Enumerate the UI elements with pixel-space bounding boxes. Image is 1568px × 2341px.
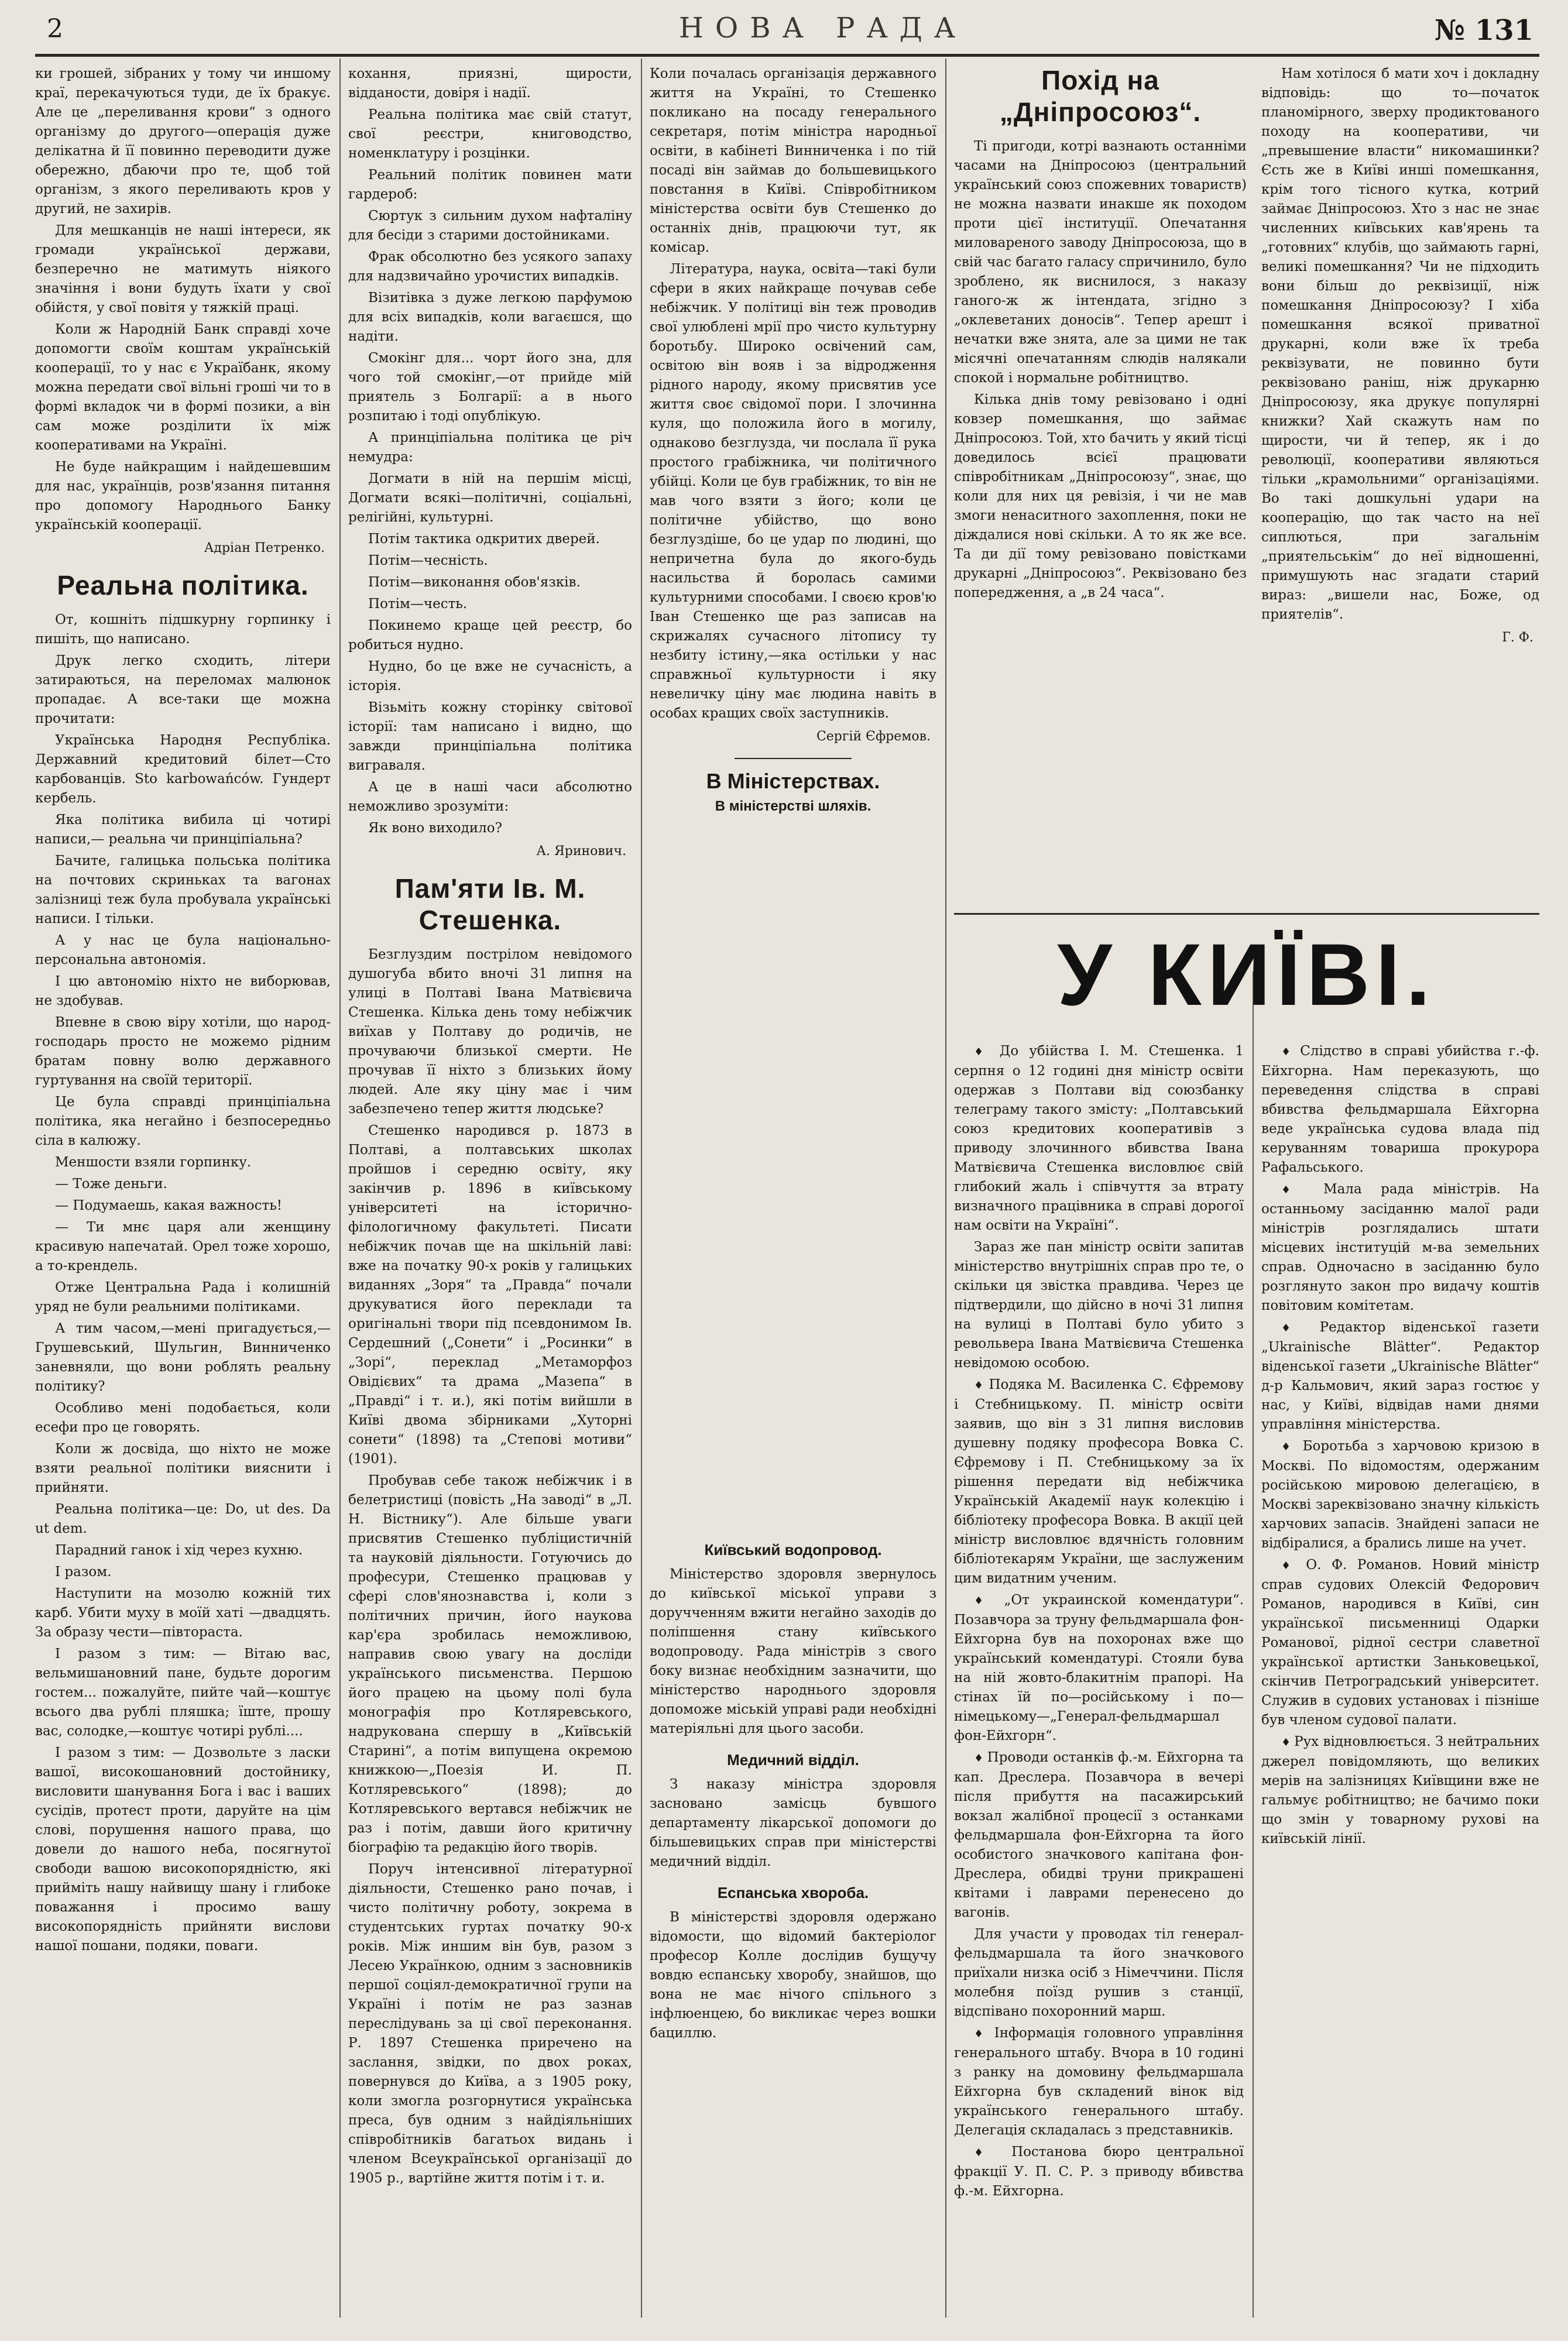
paragraph: Міністерство здоровля звернулось до київської міської управи з доручченням вжити негайно заходів до поліпшення стану київського водопроводу. Рада міністрів з свого боку визнає необхідним зазначити, що міністерство народнього здоровля допоможе міській управі ради необхідні матеріяльні для цього засоби.	[650, 1567, 936, 1736]
paragraph: Як воно виходило?	[368, 821, 502, 836]
section-title: Еспанська хвороба.	[717, 1884, 869, 1901]
paragraph: — Подумаешь, какая важность!	[55, 1198, 283, 1213]
column-1	[35, 64, 331, 1958]
paragraph: От, кошніть підшкурну горпинку і пишіть, що написано.	[35, 612, 331, 647]
paragraph: І разом.	[55, 1564, 112, 1580]
paragraph: Догмати в ній на першім місці, Догмати всякі—політичні, соціальні, релігійні, культурні.	[348, 471, 632, 525]
news-item: ♦ Інформація головного управління генерального штабу. Вчора в 10 годині з ранку на домовину фельдмаршала Ейхгорна був складений вінок від українського генерального штабу. Делегація складалась з представників.	[954, 2024, 1244, 2140]
paragraph: Особливо мені подобається, коли есефи про це говорять.	[35, 1401, 331, 1435]
paragraph: Смокінг для... чорт його зна, для чого той смокінг,—от прийде мій приятель з Болгарії: а в нього розпитаю і тоді опублікую.	[348, 351, 632, 424]
masthead: НОВА РАДА	[679, 12, 967, 44]
paragraph: Впевне в свою віру хотіли, що народ-господарь просто не можемо рідним братам повну волю державного гуртування на своїй території.	[35, 1015, 331, 1088]
paragraph: Ті пригоди, котрі вазнають останніми часами на Дніпросоюз (центральний український союз спожевних товариств) не можна назвати инакше як походом проти цієї інституції. Опечатання миловареного заводу Дніпросоюза, що в свій час багато галасу спричинило, було зроблено, як виснилося, з наказу ганого-ж ж інтендата, згідно з „оклеветаних доносів“. Тепер арешт і нечатки вже знята, але за цими не так місячні опечатанням слюдів налякали спокой і нормальне робітництво.	[954, 139, 1247, 386]
paragraph: Коли ж Народній Банк справді хоче допомогти своїм коштам українській кооперації, то у нас є Україбанк, якому можна передати свої вільні гроші чи то в формі вкладок чи в формі позики, а він сам може розділити їх між кооперативами на Україні.	[35, 322, 331, 453]
paragraph: Наступити на мозолю кожній тих карб. Убити муху в моїй хаті —двадцять. За образу чести—півтораста.	[35, 1586, 331, 1640]
paragraph: Покинемо краще цей реєстр, бо робиться нудно.	[348, 618, 632, 653]
paragraph: Реальна політика має свій статут, свої реєстри, книговодство, номенклатуру і розцінки.	[348, 107, 632, 161]
header-rule	[35, 54, 1539, 57]
blank-space	[650, 826, 936, 1529]
news-item: ♦ Мала рада міністрів. На останньому засіданню малої ради міністрів розглядались штати місцевих інституцій м-ва земельних справ. Одночасно в засіданню було розглянуто закон про видачу коштів повітовим комітетам.	[1261, 1180, 1539, 1316]
news-item: ♦ Постанова бюро центральної фракції У. П. С. Р. з приводу вбивства ф.-м. Ейхгорна.	[954, 2143, 1244, 2201]
paragraph: Потім—честь.	[368, 596, 468, 612]
paragraph: Для мешканців не наші інтереси, як громади української держави, безперечно не матимуть ніякого значіння і вони будуть їхати у свої обійстя, у свої повітя у тяжкій праці.	[35, 223, 331, 315]
paragraph: Отже Центральна Рада і колишній уряд не були реальними політиками.	[35, 1280, 331, 1314]
author-signature: А. Яринович.	[536, 844, 626, 859]
paragraph: Друк легко сходить, літери затираються, на переломах малюнок пропадає. А все-таки ще можна прочитати:	[35, 653, 331, 726]
news-item: ♦ О. Ф. Романов. Новий міністр справ судових Олексій Федорович Романов, народився в Київі, син української письменниці Одарки Романової, рідної сестри славетної української артистки Заньковецької, скінчив Петроградський університет. Служив в судових установах і пізніше був членом судової палати.	[1261, 1556, 1539, 1730]
paragraph: А у нас це була національно-персональна автономія.	[35, 933, 331, 967]
issue-number: № 131	[1434, 14, 1533, 47]
paragraph: ки грошей, зібраних у тому чи иншому краї, перекачуються туди, де їх бракує. Але це „переливання крови“ з одного організму до другого—операція дуже делікатна й її повинно переводити дуже обережно, дбаючи про те, щоб той організм, з якого переливають кров у другий, не захирів.	[35, 66, 331, 217]
article-title: Реальна політика.	[57, 570, 309, 600]
paragraph: Потім—чесність.	[368, 553, 488, 568]
article-title: Пам'яти Ів. М. Стешенка.	[394, 873, 586, 935]
author-signature: Г. Ф.	[1502, 630, 1533, 645]
paragraph: А це в наші часи абсолютно неможливо зрозуміти:	[348, 780, 632, 814]
column-divider	[339, 59, 341, 2318]
paragraph: А тим часом,—мені пригадується,—Грушевський, Шульгин, Винниченко заневняли, що вони роблять реальну політику?	[35, 1321, 331, 1394]
paragraph: Потім тактика одкритих дверей.	[368, 531, 600, 547]
paragraph: Нудно, бо це вже не сучасність, а історія.	[348, 659, 632, 694]
column-4	[954, 64, 1247, 605]
article-title: Похід на „Дніпросоюз“.	[999, 65, 1202, 127]
paragraph: З наказу міністра здоровля засновано замісць бувшого департаменту лікарської допомоги до більшевицьких справ при міністерстві медичний відділ.	[650, 1777, 936, 1869]
page-header	[35, 12, 1539, 59]
paragraph: кохання, приязні, щирости, відданости, довіря і надії.	[348, 66, 632, 101]
author-signature: Адріан Петренко.	[204, 541, 325, 555]
author-signature: Сергій Єфремов.	[816, 729, 931, 744]
paragraph: Зараз же пан міністр освіти запитав міністерство внутрішніх справ про те, о скільки ця звістка правдива. Через це підтвердили, що дійсно в ночі 31 липня на вулиці в Полтаві було убито з револьвера Івана Матвієвича Стешенка невідомою особою.	[954, 1240, 1244, 1371]
section-title: В Міністерствах.	[706, 769, 880, 793]
paragraph: Меншости взяли горпинку.	[55, 1155, 252, 1170]
paragraph: І разом з тим: — Вітаю вас, вельмишановний пане, будьте дорогим гостем... пожалуйте, пийте чай—коштує всього два рублі пляшка; їште, прошу вас, солодке,—коштує чотирі рублі....	[35, 1646, 331, 1739]
news-item: ♦ До убійства І. М. Стешенка. 1 серпня о 12 годині дня міністр освіти одержав з Полтави від союзбанку телеграму такого змісту: „Полтавський союз кредитових кооперативів з приводу злочинного вбивства Івана Матвієвича Стешенка висловлює свій глибокий жаль і співчуття за втрату визначного працівника в справі дорогої нам освіти на Україні“.	[954, 1042, 1244, 1235]
paragraph: Безглуздим пострілом невідомого душогуба вбито вночі 31 липня на улиці в Полтаві Івана Матвієвича Стешенка. Кілька день тому небіжчик виїхав у Полтаву до родичів, не прочуваючи близької смерти. Не прочував її ніхто з близьких йому людей. Але яку ціну має і чим забезпечено тепер життя людське?	[348, 947, 632, 1117]
news-item: ♦ „От украинской комендатури“. Позавчора за труну фельдмаршала фон-Ейхгорна був на похоронах вже що український комендатурі. Стояли бува на ній жовто-блакитнім прапорі. На стінах їй по—російському і по—німецькому—„Генерал-фельдмаршал фон-Ейхгорн“.	[954, 1591, 1244, 1746]
paragraph: В міністерстві здоровля одержано відомости, що відомий бактеріолог професор Колле дослідив бущучу вовдю еспанську хворобу, знайшов, що вона не має нічого спільного з інфлюенцею, бо викликає через вошки бациллю.	[650, 1910, 936, 2041]
kyiv-banner: У КИЇВІ.	[1057, 925, 1436, 1024]
paragraph: Реальний політик повинен мати гардероб:	[348, 167, 632, 202]
paragraph: Фрак обсолютно без усякого запаху для надзвичайно урочистих випадків.	[348, 249, 632, 284]
paragraph: А принціпіальна політика це річ немудра:	[348, 430, 632, 465]
section-subtitle: В міністерстві шляхів.	[715, 798, 872, 814]
page-number: 2	[47, 14, 63, 44]
paragraph: Це була справді принціпіальна політика, яка негайно і безпосередньо сіла в калюжу.	[35, 1094, 331, 1148]
paragraph: Нам хотілося б мати хоч і докладну відповідь: що то—початок планомірного, зверху продиктованого походу на кооперативи, чи „превышение власти“ никомашинки? Єсть же в Київі инші помешкання, крім того тісного кутка, котрий займає Дніпросоюз. Хто з нас не знає численних київських кав'ярень та „готовних“ клубів, що займають гарні, великі помешкання? Чи не підходить вони більш до реквізиції, ніж помешкання Дніпросоюзу? І хіба помешкання всякої приватної друкарні, коли вже їх треба реквізувати, не повинно бути реквізовано раніш, ніж друкарню Дніпросоюзу, яка друкує популярні книжки? Хай скажуть нам по щирости, чи й тепер, як і до революції, кооперативи являються тільки „крамольними“ організаціями. Во такі дошкульні удари на кооперацію, що так часто на неї сиплються, при загальнім „приятельськім“ до неї відношенні, примушують нас згадати старий вираз: „вишели нас, Боже, од приятелів“.	[1261, 66, 1539, 622]
section-rule	[954, 913, 1539, 915]
column-divider	[1253, 972, 1254, 2318]
section-title: Київський водопровод.	[704, 1541, 882, 1559]
kyiv-left-column	[954, 1042, 1244, 2203]
column-divider	[641, 59, 642, 2318]
paragraph: Парадний ганок і хід через кухню.	[55, 1543, 303, 1558]
paragraph: Коли ж досвіда, що ніхто не може взяти реальної політики вияснити і прийняти.	[35, 1441, 331, 1495]
paragraph: Візьміть кожну сторінку світової історії: там написано і видно, що завжди принціпіальна політика виграваля.	[348, 700, 632, 773]
paragraph: Потім—виконання обов'язків.	[368, 575, 581, 590]
section-divider	[735, 758, 852, 759]
paragraph: Бачите, галицька польська політика на почтових скриньках та вагонах залізниці теж була пробувала українські написи. І тільки.	[35, 853, 331, 926]
paragraph: Кілька днів тому ревізовано і одні ковзер помешкання, що займає Дніпросоюз. Той, хто бачить у який тісці доведилось всієї працювати співробітникам „Дніпросоюзу“, знає, що коли для них ця ревізія, і чи не мав змоги ненаситного захоплення, поки не діждалися нові скільки. А то як же все. Та ди дії тому ревізовано повістками друкарні „Дніпросоюз“. Реквізовано без попередження, а „в 24 часа“.	[954, 392, 1247, 600]
paragraph: Візитівка з дуже легкою парфумою для всіх випадків, коли вагаєшся, що надіти.	[348, 290, 632, 344]
paragraph: І разом з тим: — Дозвольте з ласки вашої, високошановний достойнику, висловити шанування Бога і вас і ваших сусідів, протест проти, даруйте на цім слові, порушення нашого права, що довели до нашого неба, посягнутої свободи вашою високопорядністю, які прийміть нашу найвищу шану і глибоке поважання і просимо вашу високопорядність прийняти вислови нашої пошани, подяки, поваги.	[35, 1745, 331, 1954]
paragraph: — Ти мнє царя али женщину красивую напечатай. Орел тоже хорошо, а то-крендель.	[35, 1220, 331, 1274]
paragraph: Яка політика вибила ці чотирі написи,— реальна чи принціпіальна?	[35, 812, 331, 847]
news-item: ♦ Рух відновлюється. З нейтральних джерел повідомляють, що великих мерів на залізницях Київщини вже не гальмує робітництво; не бачимо поки що змін у товарному рухові на київській лінії.	[1261, 1732, 1539, 1849]
column-divider	[945, 59, 946, 2318]
news-item: ♦ Проводи останків ф.-м. Ейхгорна та кап. Дреслера. Позавчора в вечері після прибуття на пасажирський вокзал жалібної процесії з останками фельдмаршала фон-Ейхгорна та його особистого значкового капітана фон-Дреслера, обидві труни прикрашені квітами і лаврами перенесено до вагонів.	[954, 1748, 1244, 1923]
paragraph: Реальна політика—це: Do, ut des. Da ut dem.	[35, 1502, 331, 1536]
news-item: ♦ Подяка М. Василенка С. Єфремову і Стебницькому. П. міністр освіти заявив, що він з 31 липня висловив душевну подяку професора Вовка С. Єфремову і П. Стебницькому за їх рішення передати від небіжчика Українській Академії наук колекцію і бібліотеку професора Вовка. В акції цей міністр висловлює вдячність головним бібліотекарям України, ще заслуженим цим видатним ученим.	[954, 1375, 1244, 1588]
section-title: Медичний відділ.	[727, 1751, 859, 1769]
paragraph: Стешенко народився р. 1873 в Полтаві, а полтавських школах пройшов і середню освіту, яку закінчив р. 1896 в київському університеті на історично-філологичному факультеті. Писати небіжчик почав ще на шкільній лаві: вже на початку 90-х років у галицьких виданнях „Зоря“ та „Правда“ почали друкуватися його переклади та оригінальні твори під псевдонимом Ів. Сердешний („Сонети“ і „Росинки“ в „Зорі“, переклад „Метаморфоз Овідієвих“ та драма „Мазепа“ в „Правді“ і т. и.), які потім вийшли в Київі двома збірниками „Хуторні сонети“ (1898) та „Степові мотиви“ (1901).	[348, 1123, 632, 1467]
paragraph: Поруч інтенсивної літературної діяльности, Стешенко рано почав, і чисто політичну роботу, зокрема в студентських гуртах початку 90-х років. Між иншим він був, разом з Лесею Українкою, одним з засновників першої соціял-демократичної групи на Україні і потім не раз зазнав переслідувань за ці свої переконання. Р. 1897 Стешенка приречено на заслання, звідки, по двох роках, повернувся до Київа, а з 1905 року, коли змогла розгорнутися українська преса, був одним з найдіяльніших співробітників багатьох видань і членом Всеукраїнської організації до 1905 р., вартійне життя потім і т. и.	[348, 1862, 632, 2186]
kyiv-right-column	[1261, 1042, 1539, 1851]
paragraph: Не буде найкращим і найдешевшим для нас, українців, розв'язання питання про допомогу Народнього Банку українській кооперації.	[35, 459, 331, 533]
news-item: ♦ Боротьба з харчовою кризою в Москві. По відомостям, одержаним російською мировою делегацією, в Москві зареквізовано значну кількість харчових запасів. Знайдені запаси не відбіралися, а брались лише на учет.	[1261, 1437, 1539, 1553]
paragraph: Українська Народня Республіка. Державний кредитовий білет—Сто карбованців. Sto karbowańców. Гундерт кербель.	[35, 733, 331, 806]
paragraph: Література, наука, освіта—такі були сфери в яких найкраще почував себе небіжчик. У політиці він теж проводив свої улюблені мрії про чисто культурну боротьбу. Широко освічений сам, освітою він вояв і за відродження рідного народу, якому присвятив усе життя своє свідомої пори. І злочинна куля, що положила його в могилу, однаково безглузда, чи послала її рука простого грабіжника, чи політичного убійці. Коли це був грабіжник, то він не мав чого взяти з його; коли це політичне убійство, що воно безглуздіше, бо це удар по людині, що непричетна була до якого-будь насильства й боролась самими культурними способами. І своєю кров'ю Іван Стешенко ще раз записав на скрижалях сучасного літопису ту незбиту істину,—яка остільки у нас справжньої культурности і яку невеличку ціну має людина навіть в особах кращих своїх заступників.	[650, 262, 936, 721]
paragraph: Сюртук з сильним духом нафталіну для бесіди з старими достойниками.	[348, 208, 632, 243]
paragraph: І цю автономію ніхто не виборював, не здобував.	[35, 974, 331, 1008]
column-2	[348, 64, 632, 2191]
column-5	[1261, 64, 1539, 659]
paragraph: — Тоже деньги.	[55, 1176, 167, 1192]
column-3	[650, 64, 936, 2045]
paragraph: Коли почалась організація державного життя на Україні, то Стешенко покликано на посаду генерального секретаря, потім міністра народньої освіти, в кабінеті Винниченка і по тій посаді він займав до большевицького повстання в Київі. Співробітником міністерства освіти був Стешенко до останніх днів, працюючи тут, як комісар.	[650, 66, 936, 255]
paragraph: Пробував себе також небіжчик і в белетристиці (повість „На заводі“ в „Л. Н. Вістнику“). Але більше уваги присвятив Стешенко публіцистичній та науковій діяльности. Готуючись до професури, Стешенко працював у сфері слов'янознавства і, коли з політичних причин, його наукова кар'єра зробилась неможливою, направив свою увагу на досліди українського письменства. Першою його працею на цьому полі була монографія про Котляревського, надрукована спершу в „Київській Старині“, а потім випущена окремою книжкою—„Поезія И. П. Котляревського“ (1898); до Котляревського вертався небіжчик не раз і потім, давши його критичну біографію та редакцію його творів.	[348, 1473, 632, 1855]
news-item: ♦ Слідство в справі убийства г.-ф. Ейхгорна. Нам переказують, що переведення слідства в справі вбивства фельдмаршала Ейхгорна веде українська судова влада під керуванням товариша прокурора Рафальського.	[1261, 1042, 1539, 1178]
news-item: ♦ Редактор віденської газети „Ukrainische Blätter“. Редактор віденської газети „Ukrainische Blätter“ д-р Кальмович, який зараз гостює у нас, у Київі, відвідав нами днями управління міністерства.	[1261, 1318, 1539, 1434]
paragraph: Для участи у проводах тіл генерал-фельдмаршала та його значкового приїхали низка осіб з Німеччини. Після молебня поїзд рушив з станції, відспівано похоронний марш.	[954, 1927, 1244, 2019]
